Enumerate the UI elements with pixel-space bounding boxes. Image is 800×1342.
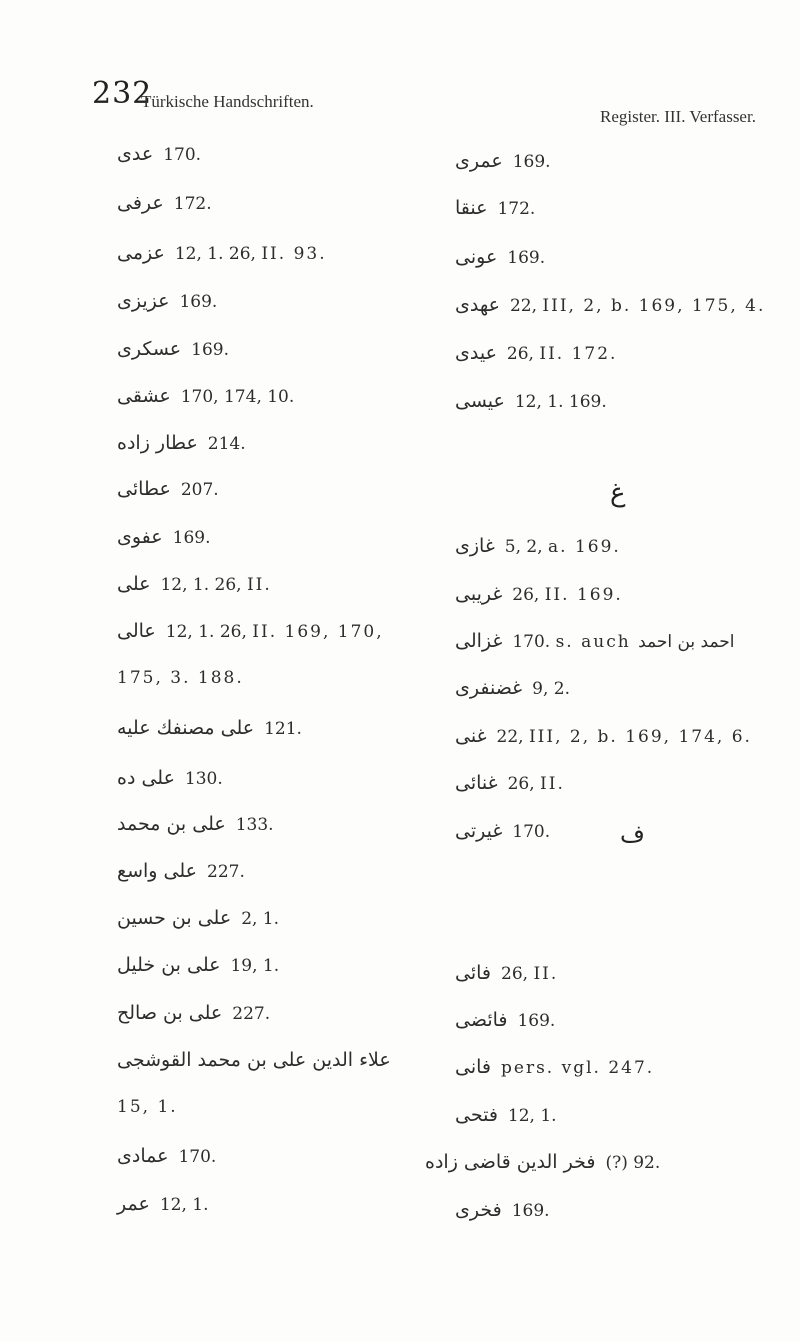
index-entry-continuation xyxy=(117,668,244,688)
entry-arabic: على بن محمد xyxy=(117,813,226,835)
entry-arabic: فخرى xyxy=(455,1199,502,1221)
index-entry xyxy=(117,573,272,595)
entry-reference: 12, 1. 169. xyxy=(514,392,607,412)
index-entry xyxy=(117,717,302,739)
index-entry xyxy=(117,1049,401,1071)
entry-reference: pers. vgl. 247. xyxy=(501,1058,655,1078)
entry-reference: 130. xyxy=(184,769,223,789)
entry-reference: 12, 1. 26, II. 169, 170, xyxy=(165,622,384,642)
index-entry-continuation xyxy=(117,1097,178,1117)
entry-reference: 169. xyxy=(179,292,218,312)
entry-reference: 172. xyxy=(497,199,536,219)
index-entry xyxy=(455,630,735,652)
entry-arabic: فائى xyxy=(455,962,491,984)
index-entry xyxy=(455,294,765,316)
index-entry xyxy=(455,725,752,747)
index-entry xyxy=(117,432,246,454)
index-entry xyxy=(117,242,327,264)
entry-reference: 2, 1. xyxy=(241,909,280,929)
index-entry xyxy=(117,860,245,882)
entry-reference: 227. xyxy=(207,862,245,882)
index-entry xyxy=(117,478,219,500)
entry-arabic: فتحى xyxy=(455,1104,498,1126)
index-entry xyxy=(117,192,212,214)
entry-reference: 170. xyxy=(163,145,202,165)
entry-reference: 5, 2, a. 169. xyxy=(504,537,621,557)
index-entry xyxy=(117,620,384,642)
entry-arabic: عشقى xyxy=(117,385,171,407)
index-entry xyxy=(455,197,535,219)
running-head-left: Türkische Handschriften. xyxy=(141,92,314,111)
entry-arabic: عفوى xyxy=(117,526,163,548)
entry-reference: 133. xyxy=(235,815,274,835)
entry-reference: 207. xyxy=(180,480,219,500)
entry-arabic: على واسع xyxy=(117,860,197,882)
index-entry xyxy=(455,535,621,557)
entry-arabic: غنائى xyxy=(455,772,498,794)
entry-arabic: عونى xyxy=(455,246,498,268)
index-entry xyxy=(455,246,545,268)
entry-arabic: غازى xyxy=(455,535,495,557)
entry-arabic: عسكرى xyxy=(117,338,182,360)
entry-arabic: عيدى xyxy=(455,342,497,364)
entry-arabic: غزالى xyxy=(455,630,503,652)
entry-reference: 12, 1. xyxy=(159,1195,209,1215)
entry-arabic: فائضى xyxy=(455,1009,508,1031)
entry-arabic: عرفى xyxy=(117,192,164,214)
entry-arabic: عمر xyxy=(117,1193,150,1215)
index-entry xyxy=(117,143,201,165)
running-head-right: Register. III. Verfasser. xyxy=(600,107,756,126)
entry-arabic: على بن خليل xyxy=(117,954,221,976)
entry-reference: 26, II. 172. xyxy=(506,344,618,364)
entry-arabic: غيرتى xyxy=(455,820,503,842)
entry-reference: 12, 1. xyxy=(507,1106,557,1126)
index-entry xyxy=(117,813,274,835)
entry-reference: 169. xyxy=(517,1011,556,1031)
entry-reference: 175, 3. 188. xyxy=(117,668,244,688)
entry-reference: 170. s. auch احمد بن احمد xyxy=(512,632,735,652)
entry-reference: 170. xyxy=(512,822,551,842)
entry-arabic: عالى xyxy=(117,620,156,642)
index-entry xyxy=(117,767,223,789)
entry-reference: 9, 2. xyxy=(532,679,570,699)
entry-arabic: على ده xyxy=(117,767,175,789)
index-entry xyxy=(455,962,558,984)
index-entry xyxy=(455,390,607,412)
entry-reference: (?) 92. xyxy=(605,1153,661,1173)
entry-reference: 169. xyxy=(172,528,211,548)
entry-arabic: على بن صالح xyxy=(117,1002,223,1024)
entry-reference: 26, II. 169. xyxy=(512,585,623,605)
entry-arabic: غضنفرى xyxy=(455,677,523,699)
index-entry xyxy=(117,290,217,312)
entry-reference: 170. xyxy=(178,1147,217,1167)
entry-arabic: عطار زاده xyxy=(117,432,198,454)
entry-reference: 12, 1. 26, II. xyxy=(160,575,272,595)
entry-arabic: على بن حسين xyxy=(117,907,232,929)
entry-arabic: غنى xyxy=(455,725,487,747)
index-entry xyxy=(117,1002,270,1024)
index-entry xyxy=(455,1104,557,1126)
entry-reference: 227. xyxy=(232,1004,271,1024)
entry-reference: 169. xyxy=(507,248,546,268)
index-entry xyxy=(455,1199,550,1221)
entry-reference: 12, 1. 26, II. 93. xyxy=(174,244,327,264)
entry-arabic: عنقا xyxy=(455,197,488,219)
entry-reference: 214. xyxy=(207,434,246,454)
index-entry xyxy=(117,954,279,976)
index-entry xyxy=(455,772,565,794)
index-entry xyxy=(455,1009,555,1031)
entry-arabic: علاء الدين على بن محمد القوشجى xyxy=(117,1049,391,1071)
index-entry xyxy=(455,677,570,699)
entry-reference: 26, II. xyxy=(507,774,565,794)
index-entry xyxy=(455,342,617,364)
index-entry xyxy=(117,338,229,360)
entry-reference: 170, 174, 10. xyxy=(180,387,295,407)
entry-arabic: على xyxy=(117,573,151,595)
entry-arabic: عمرى xyxy=(455,150,503,172)
index-entry xyxy=(455,820,550,842)
entry-arabic: عهدى xyxy=(455,294,500,316)
entry-reference: 121. xyxy=(264,719,302,739)
entry-arabic: عطائى xyxy=(117,478,171,500)
entry-reference: 172. xyxy=(173,194,212,214)
entry-reference: 22, III, 2, b. 169, 175, 4. xyxy=(509,296,766,316)
entry-reference: 22, III, 2, b. 169, 174, 6. xyxy=(496,727,752,747)
entry-reference: 19, 1. xyxy=(230,956,280,976)
section-letter-ghain: غ xyxy=(610,478,626,508)
entry-arabic: عمادى xyxy=(117,1145,169,1167)
index-entry xyxy=(455,150,551,172)
entry-arabic: عزمى xyxy=(117,242,165,264)
section-letter-fa: ف xyxy=(620,820,645,848)
index-entry xyxy=(117,526,211,548)
entry-reference: 15, 1. xyxy=(117,1097,178,1117)
index-entry xyxy=(425,1151,660,1173)
entry-arabic: عيسى xyxy=(455,390,505,412)
entry-reference: 169. xyxy=(511,1201,550,1221)
entry-arabic: عدى xyxy=(117,143,154,165)
entry-arabic: عزيزى xyxy=(117,290,170,312)
entry-reference: 169. xyxy=(512,152,551,172)
index-entry xyxy=(117,1193,208,1215)
page-number: 232 xyxy=(92,76,153,111)
index-entry xyxy=(117,907,279,929)
entry-arabic: فخر الدين قاضى زاده xyxy=(425,1151,596,1173)
entry-reference: 169. xyxy=(191,340,229,360)
index-entry xyxy=(455,583,623,605)
entry-arabic: على مصنفك عليه xyxy=(117,717,255,739)
index-entry xyxy=(117,385,294,407)
index-entry xyxy=(455,1056,654,1078)
index-entry xyxy=(117,1145,216,1167)
entry-arabic: غريبى xyxy=(455,583,503,605)
entry-reference: 26, II. xyxy=(501,964,559,984)
entry-arabic: فانى xyxy=(455,1056,491,1078)
